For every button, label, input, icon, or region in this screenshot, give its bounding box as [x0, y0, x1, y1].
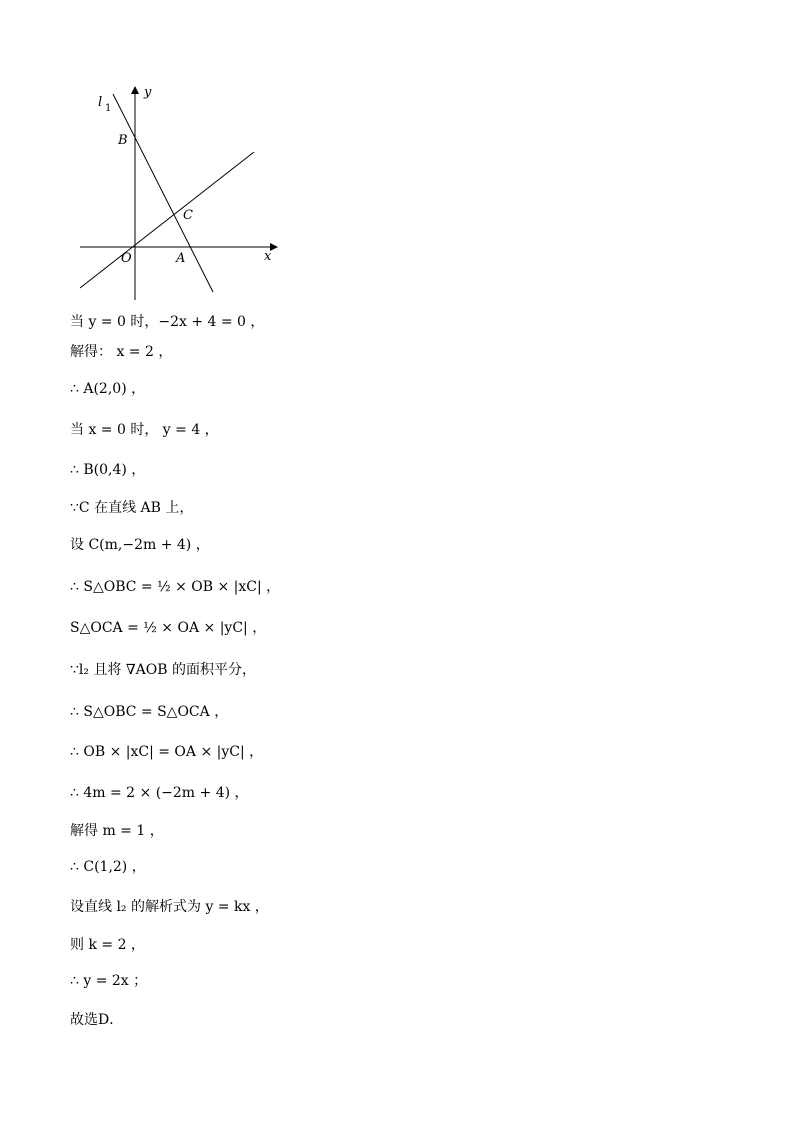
solution-line: S△OCA = ½ × OA × |yC| ， [70, 620, 267, 636]
label-point-C: C [183, 208, 193, 223]
solution-line: ∴ y = 2x ； [70, 973, 148, 989]
solution-line: 当 y = 0 时，−2x + 4 = 0 ， [70, 314, 265, 330]
solution-line: ∴ OB × |xC| = OA × |yC| ， [70, 744, 264, 760]
solution-line: 设直线 l₂ 的解析式为 y = kx ， [70, 899, 269, 915]
solution-line: 解得： x = 2 ， [70, 344, 173, 360]
label-x-axis: x [264, 249, 272, 264]
label-point-O: O [121, 251, 132, 266]
label-point-A: A [176, 251, 186, 266]
y-axis-arrow-icon [131, 86, 139, 94]
solution-line: 设 C(m,−2m + 4) ， [70, 537, 210, 553]
label-y-axis: y [144, 85, 152, 100]
solution-line: ∵l₂ 且将 ∇AOB 的面积平分， [70, 662, 256, 678]
label-l1-subscript: 1 [105, 103, 112, 114]
solution-line: 则 k = 2 ， [70, 937, 145, 953]
solution-line: ∴ A(2,0) ， [70, 381, 146, 397]
solution-line: ∴ 4m = 2 × (−2m + 4) ， [70, 785, 249, 801]
solution-line: ∴ C(1,2) ， [70, 859, 146, 875]
solution-line: ∴ S△OBC = S△OCA ， [70, 704, 229, 720]
solution-line: ∴ S△OBC = ½ × OB × |xC| ， [70, 579, 281, 595]
label-point-B: B [118, 133, 128, 148]
solution-line: ∵C 在直线 AB 上， [70, 500, 194, 516]
solution-line: 解得 m = 1 ， [70, 823, 164, 839]
coordinate-figure [78, 82, 278, 302]
solution-line: 故选D． [70, 1012, 124, 1028]
solution-line: ∴ B(0,4) ， [70, 462, 146, 478]
line-l2 [80, 152, 254, 288]
label-l1: l [98, 95, 103, 110]
solution-line: 当 x = 0 时， y = 4 ， [70, 422, 219, 438]
